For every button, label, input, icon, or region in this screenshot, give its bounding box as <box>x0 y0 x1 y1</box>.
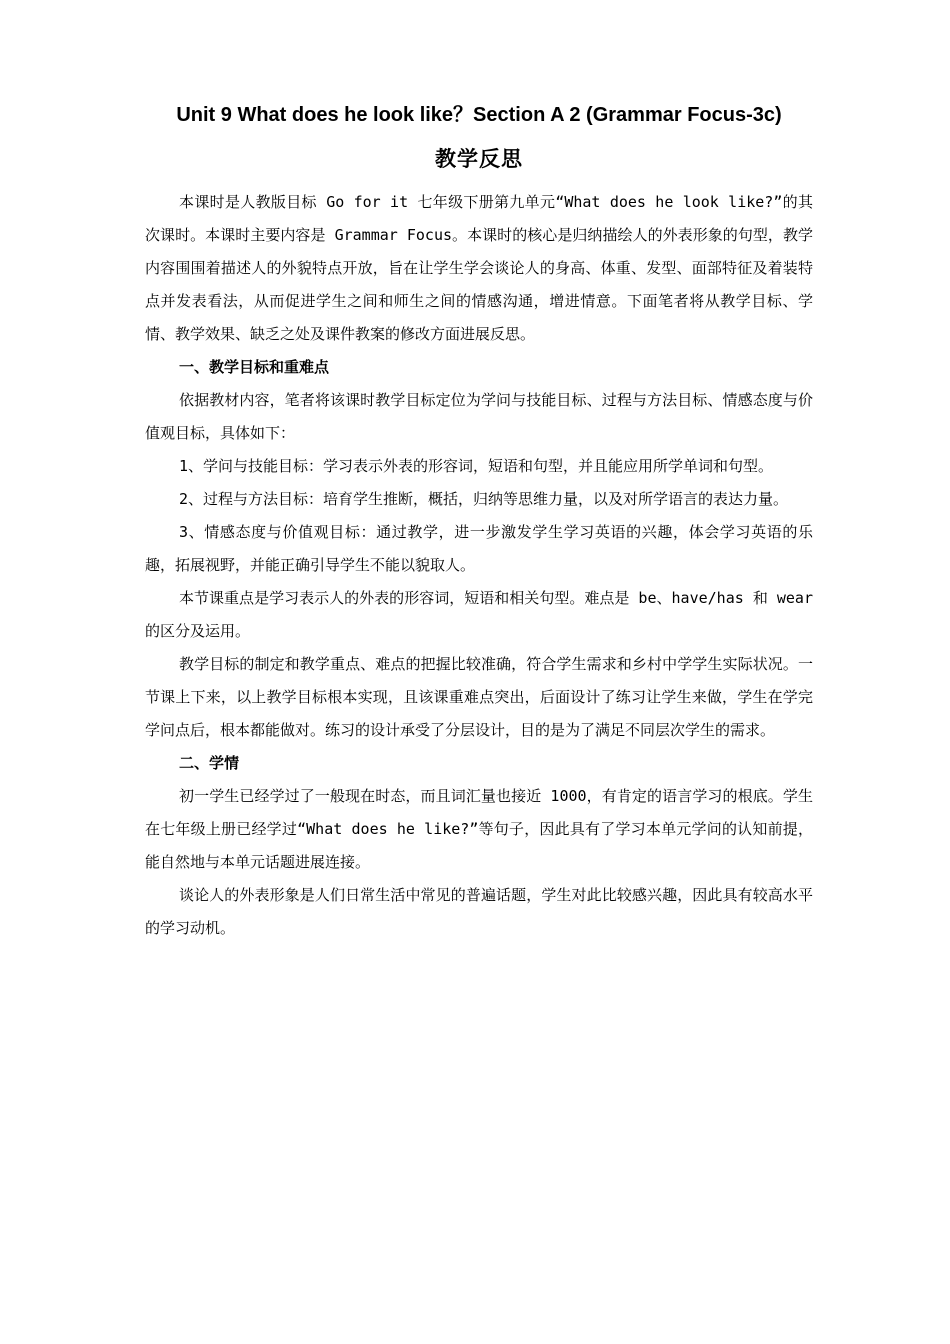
section-heading-objectives: 一、教学目标和重难点 <box>179 358 330 376</box>
section-heading-learners: 二、学情 <box>179 754 240 772</box>
document-body <box>145 100 813 945</box>
paragraph-intro: 本课时是人教版目标 Go for it 七年级下册第九单元“What does he look like?”的其次课时。本课时主要内容是 Grammar Focus。本课时的核心是归纳描绘人的外表形象的句型，教学内容围围着描述人的外貌特点开放，旨在让学生学会谈论人的身高、体重、发型、面部特征及着装特点并发表看法，从而促进学生之间和师生之间的情感沟通，增进情意。下面笔者将从教学目标、学情、教学效果、缺乏之处及课件教案的修改方面进展反思。 <box>145 193 813 343</box>
paragraph-objective-3: 3、情感态度与价值观目标：通过教学，进一步激发学生学习英语的兴趣，体会学习英语的乐趣，拓展视野，并能正确引导学生不能以貌取人。 <box>145 523 813 574</box>
paragraph-objective-1: 1、学问与技能目标：学习表示外表的形容词，短语和句型，并且能应用所学单词和句型。 <box>179 457 774 475</box>
paragraph-objective-2: 2、过程与方法目标：培育学生推断，概括，归纳等思维力量，以及对所学语言的表达力量。 <box>179 490 789 508</box>
paragraph-learners-1: 初一学生已经学过了一般现在时态，而且词汇量也接近 1000，有肯定的语言学习的根底。学生在七年级上册已经学过“What does he like?”等句子，因此具有了学习本单元学问的认知前提，能自然地与本单元话题进展连接。 <box>145 787 813 871</box>
paragraph-objectives-intro: 依据教材内容，笔者将该课时教学目标定位为学问与技能目标、过程与方法目标、情感态度与价值观目标，具体如下： <box>145 391 813 442</box>
paragraph-evaluation: 教学目标的制定和教学重点、难点的把握比较准确，符合学生需求和乡村中学学生实际状况。一节课上下来，以上教学目标根本实现，且该课重难点突出，后面设计了练习让学生来做，学生在学完学问点后，根本都能做对。练习的设计承受了分层设计，目的是为了满足不同层次学生的需求。 <box>145 655 813 739</box>
document-title: Unit 9 What does he look like？Section A 2 (Grammar Focus-3c) <box>176 104 782 126</box>
document-subtitle: 教学反思 <box>435 147 523 171</box>
paragraph-learners-2: 谈论人的外表形象是人们日常生活中常见的普遍话题，学生对此比较感兴趣，因此具有较高水平的学习动机。 <box>145 886 813 937</box>
paragraph-key-points: 本节课重点是学习表示人的外表的形容词，短语和相关句型。难点是 be、have/has 和 wear 的区分及运用。 <box>145 589 813 640</box>
